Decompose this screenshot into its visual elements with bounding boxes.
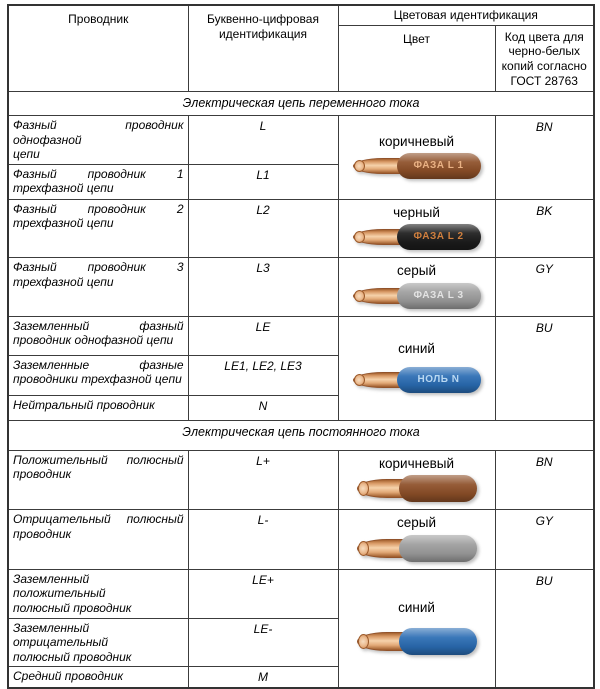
- conductor-name-line: проводники трехфазной цепи: [13, 372, 182, 387]
- conductor-name-line: проводник: [13, 467, 72, 482]
- cell-conductor-name: [8, 164, 188, 199]
- subheader-color: Цвет: [338, 25, 495, 91]
- color-name: серый: [396, 515, 436, 531]
- wire-label: НОЛЬ N: [417, 374, 460, 386]
- cell-bw-code: BU: [495, 569, 594, 688]
- cell-conductor-name: [8, 355, 188, 395]
- blue-wire-image: [357, 628, 477, 655]
- cell-color-blue-ac: [338, 316, 495, 420]
- wire-insulation: [397, 283, 481, 309]
- conductor-name-line: Заземленный отрицательный: [13, 620, 109, 650]
- table-row: [8, 199, 594, 257]
- table-row: [8, 569, 594, 618]
- wire-label: ФАЗА L 1: [413, 159, 464, 171]
- conductor-name-line: Заземленный фазный: [13, 318, 184, 333]
- conductor-name-line: полюсный проводник: [13, 649, 132, 664]
- conductor-name-line: полюсный проводник: [13, 600, 132, 615]
- wire-label: ФАЗА L 2: [413, 231, 464, 243]
- color-name: коричневый: [378, 133, 455, 149]
- color-name: серый: [396, 263, 436, 279]
- wire-insulation: [397, 153, 481, 179]
- blue-wire-image: [353, 367, 481, 393]
- section-row-dc: [8, 420, 594, 450]
- wire-insulation: [399, 628, 477, 655]
- cell-alphanumeric-code: LE-: [188, 618, 338, 667]
- conductor-name-line: Положительный полюсный: [13, 452, 184, 467]
- cell-color-black-ac: [338, 199, 495, 257]
- cell-alphanumeric-code: M: [188, 667, 338, 688]
- cell-conductor-name: [8, 450, 188, 509]
- table-row: [8, 510, 594, 569]
- header-conductor: Проводник: [8, 5, 188, 91]
- cell-conductor-name: [8, 510, 188, 569]
- wire-insulation: [397, 224, 481, 250]
- cell-conductor-name: [8, 667, 188, 688]
- cell-bw-code: GY: [495, 510, 594, 569]
- section-title-dc: Электрическая цепь постоянного тока: [8, 420, 594, 450]
- cell-alphanumeric-code: N: [188, 395, 338, 420]
- cell-conductor-name: [8, 395, 188, 420]
- cell-color-brown-dc: [338, 450, 495, 509]
- brown-wire-image: [353, 153, 481, 179]
- cell-conductor-name: [8, 569, 188, 618]
- gray-wire-image: [353, 283, 481, 309]
- cell-bw-code: GY: [495, 258, 594, 316]
- conductor-name-line: Средний проводник: [13, 669, 123, 684]
- color-name: синий: [398, 599, 435, 615]
- header-row: [8, 5, 594, 25]
- section-row-ac: [8, 91, 594, 115]
- conductor-name-line: Заземленный положительный: [13, 571, 106, 601]
- color-name: коричневый: [378, 455, 455, 471]
- cell-alphanumeric-code: LE1, LE2, LE3: [188, 355, 338, 395]
- cell-bw-code: BK: [495, 199, 594, 257]
- conductor-name-line: трехфазной цепи: [13, 274, 114, 289]
- table-row: [8, 450, 594, 509]
- cell-alphanumeric-code: L2: [188, 199, 338, 257]
- conductor-name-line: Отрицательный полюсный: [13, 512, 184, 527]
- wire-identification-table: [7, 4, 595, 689]
- cell-conductor-name: [8, 199, 188, 257]
- cell-color-gray-ac: [338, 258, 495, 316]
- cell-conductor-name: [8, 618, 188, 667]
- conductor-name-line: Фазный проводник однофазной: [13, 117, 184, 147]
- cell-alphanumeric-code: L3: [188, 258, 338, 316]
- header-alphanumeric: Буквенно-цифровая идентификация: [188, 5, 338, 91]
- conductor-name-line: проводник однофазной цепи: [13, 333, 174, 348]
- black-wire-image: [353, 224, 481, 250]
- cell-bw-code: BU: [495, 316, 594, 420]
- conductor-name-line: Фазный проводник 2: [13, 201, 184, 216]
- conductor-name-line: проводник: [13, 526, 72, 541]
- table-row: [8, 316, 594, 355]
- cell-conductor-name: [8, 316, 188, 355]
- wire-insulation: [399, 535, 477, 562]
- cell-bw-code: BN: [495, 115, 594, 199]
- cell-alphanumeric-code: L+: [188, 450, 338, 509]
- conductor-name-line: Фазный проводник 1: [13, 166, 184, 181]
- color-name: синий: [398, 340, 435, 356]
- cell-alphanumeric-code: L-: [188, 510, 338, 569]
- conductor-name-line: трехфазной цепи: [13, 216, 114, 231]
- subheader-bw-code: Код цвета для черно-белых копий согласно ГОСТ 28763: [495, 25, 594, 91]
- cell-color-blue-dc: [338, 569, 495, 688]
- table-row: [8, 258, 594, 316]
- wire-insulation: [397, 367, 481, 393]
- conductor-name-line: Фазный проводник 3: [13, 260, 184, 275]
- cell-color-brown-ac: [338, 115, 495, 199]
- wire-insulation: [399, 475, 477, 502]
- cell-alphanumeric-code: LE: [188, 316, 338, 355]
- conductor-name-line: Нейтральный проводник: [13, 397, 155, 412]
- color-name: черный: [393, 204, 440, 220]
- cell-alphanumeric-code: L: [188, 115, 338, 164]
- header-color-identification: Цветовая идентификация: [338, 5, 594, 25]
- cell-alphanumeric-code: LE+: [188, 569, 338, 618]
- cell-color-gray-dc: [338, 510, 495, 569]
- section-title-ac: Электрическая цепь переменного тока: [8, 91, 594, 115]
- cell-alphanumeric-code: L1: [188, 164, 338, 199]
- gray-wire-image: [357, 535, 477, 562]
- cell-bw-code: BN: [495, 450, 594, 509]
- table-row: [8, 115, 594, 164]
- brown-wire-image: [357, 475, 477, 502]
- cell-conductor-name: [8, 115, 188, 164]
- conductor-name-line: цепи: [13, 147, 40, 162]
- wire-label: ФАЗА L 3: [413, 289, 464, 301]
- conductor-name-line: трехфазной цепи: [13, 181, 114, 196]
- cell-conductor-name: [8, 258, 188, 316]
- conductor-name-line: Заземленные фазные: [13, 357, 184, 372]
